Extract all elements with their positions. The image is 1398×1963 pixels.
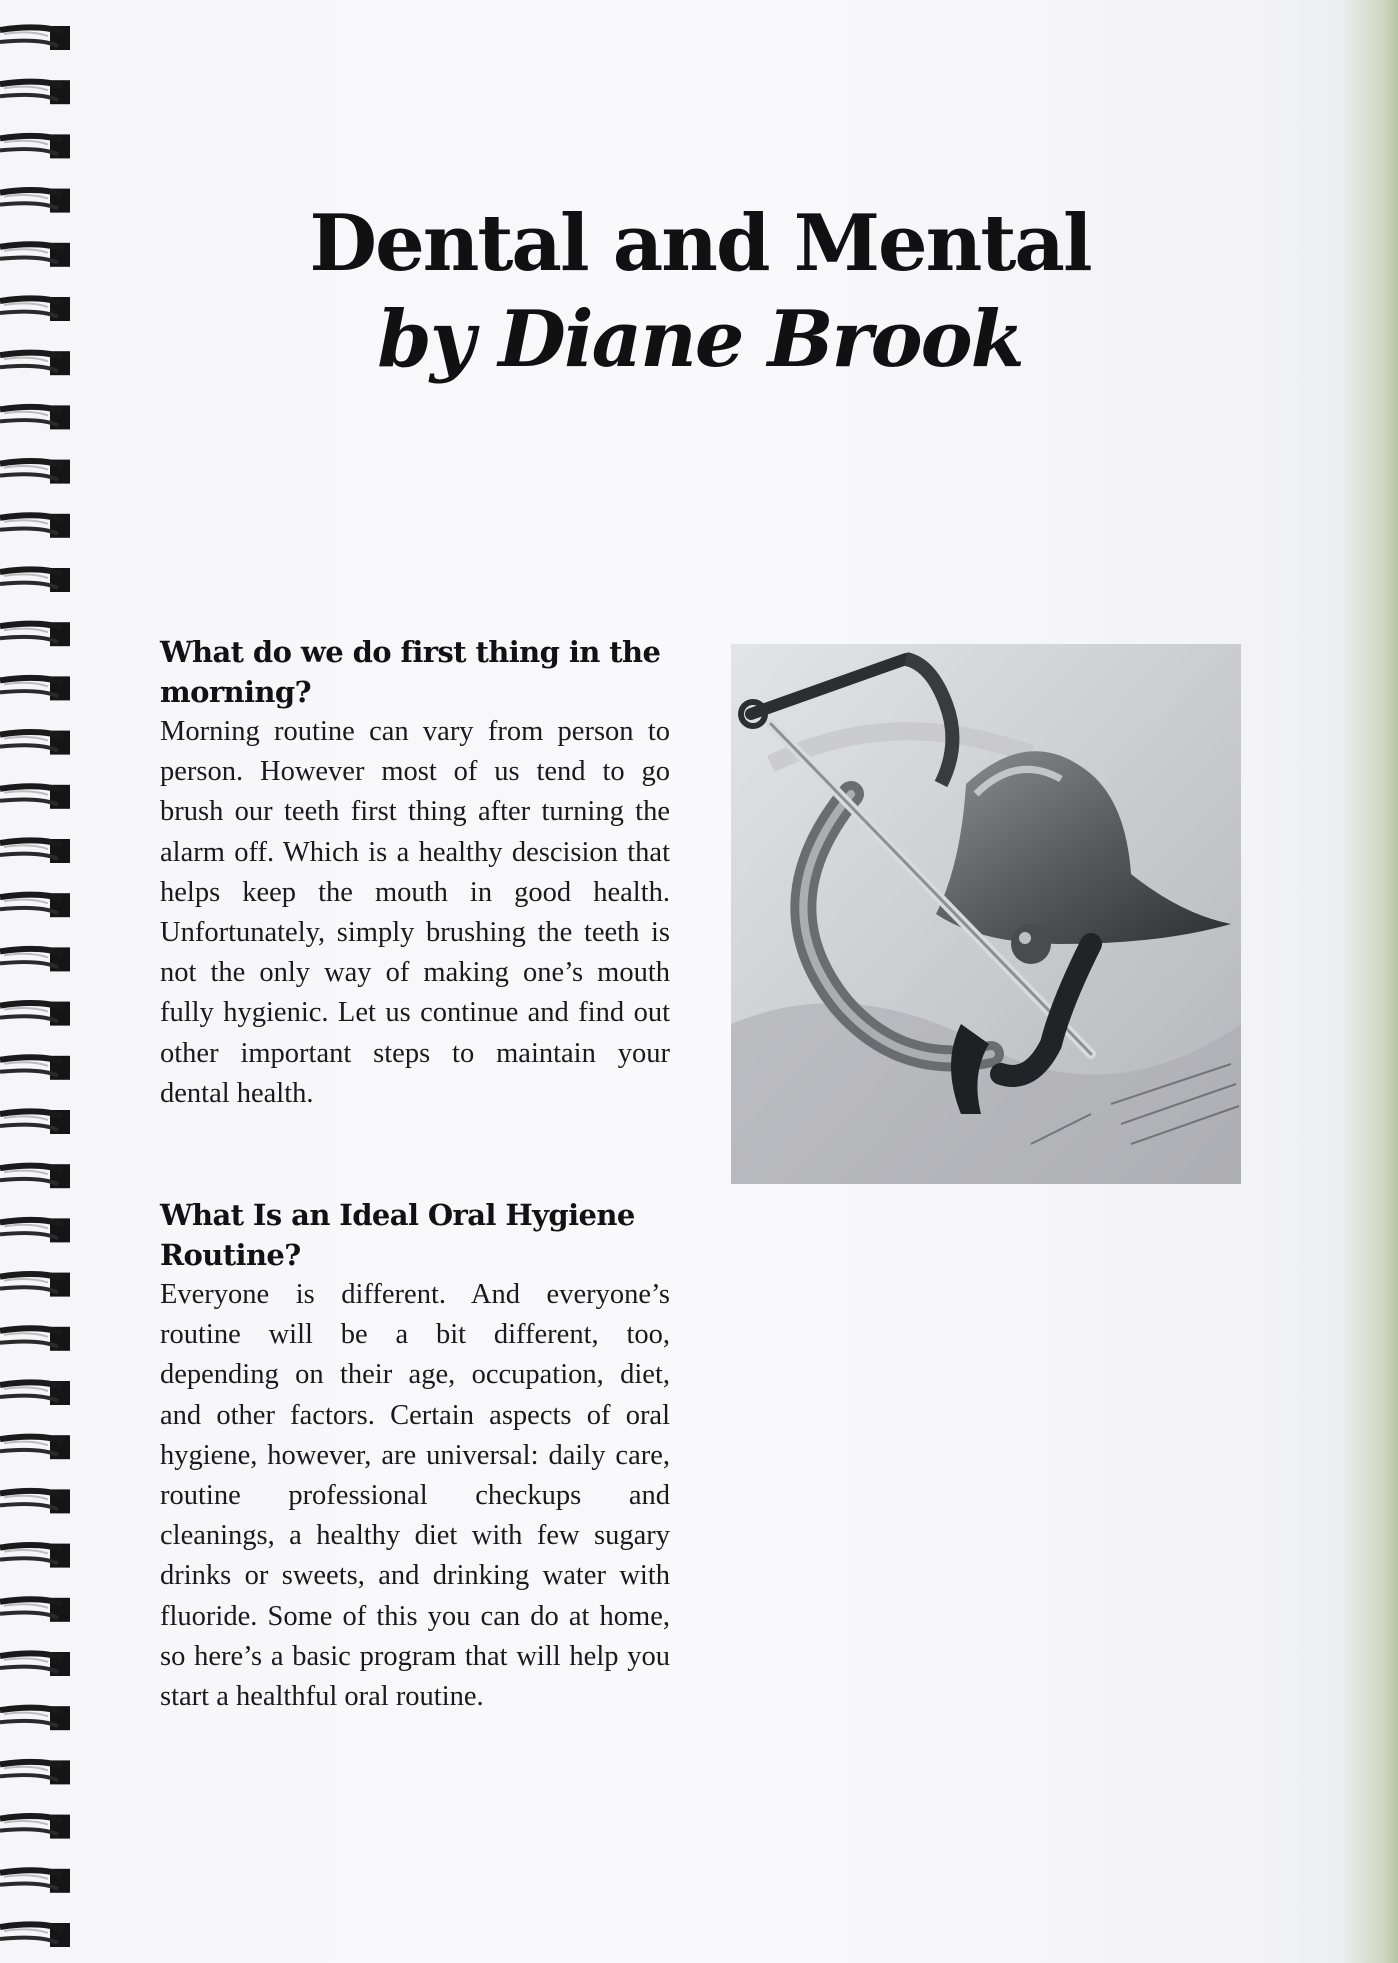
section-heading: What do we do first thing in the morning? — [160, 635, 661, 709]
binding-coil — [0, 947, 70, 971]
binding-coil — [0, 568, 70, 592]
binding-coil — [0, 1652, 70, 1676]
binding-coil — [0, 1598, 70, 1622]
binding-coil — [0, 1435, 70, 1459]
binding-coil — [0, 460, 70, 484]
binding-coil — [0, 622, 70, 646]
binding-coil — [0, 1327, 70, 1351]
spiral-binding — [0, 0, 90, 1963]
binding-coil — [0, 351, 70, 375]
binding-coil — [0, 1815, 70, 1839]
page-title — [200, 196, 1200, 388]
binding-coil — [0, 1706, 70, 1730]
section-heading: What Is an Ideal Oral Hygiene Routine? — [160, 1198, 635, 1272]
binding-coil — [0, 134, 70, 158]
binding-coil — [0, 1002, 70, 1026]
bell-illustration — [731, 644, 1241, 1184]
binding-coil — [0, 297, 70, 321]
binding-coil — [0, 189, 70, 213]
binding-coil — [0, 731, 70, 755]
binding-coil — [0, 1869, 70, 1893]
binding-coil — [0, 514, 70, 538]
binding-coil — [0, 1273, 70, 1297]
bell-drawing — [731, 644, 1241, 1184]
binding-coil — [0, 80, 70, 104]
binding-coil — [0, 1760, 70, 1784]
binding-coil — [0, 1056, 70, 1080]
binding-coil — [0, 1218, 70, 1242]
binding-coil — [0, 676, 70, 700]
binding-coil — [0, 1544, 70, 1568]
binding-coil — [0, 1923, 70, 1947]
section-body: Everyone is different. And everyone’s routine will be a bit different, too, depending on their age, occupation, diet, and other factors. Certain aspects of oral hygiene, however, are universal: daily care, routine professional checkups and cleanings, a healthy diet with few sugary drinks or sweets, and drinking water with fluoride. Some of this you can do at home, so here’s a basic program that will help you start a healthful oral routine. — [160, 1279, 670, 1713]
section-body: Morning routine can vary from person to person. However most of us tend to go brush our teeth first thing after turning the alarm off. Which is a healthy descision that helps keep the mouth in good health. Unfortunately, simply brushing the teeth is not the only way of making one’s mouth fully hygienic. Let us continue and find out other important steps to maintain your dental health. — [160, 716, 670, 1109]
binding-coil — [0, 1381, 70, 1405]
binding-coil — [0, 1489, 70, 1513]
section-routine — [160, 1195, 670, 1717]
binding-coil — [0, 243, 70, 267]
binding-coil — [0, 1110, 70, 1134]
binding-coil — [0, 26, 70, 50]
title-byline: by Diane Brook — [377, 294, 1023, 385]
binding-coil — [0, 893, 70, 917]
binding-coil — [0, 785, 70, 809]
section-morning — [160, 632, 670, 1114]
binding-coil — [0, 839, 70, 863]
binding-coil — [0, 1164, 70, 1188]
binding-coil — [0, 405, 70, 429]
title-main: Dental and Mental — [309, 198, 1091, 289]
